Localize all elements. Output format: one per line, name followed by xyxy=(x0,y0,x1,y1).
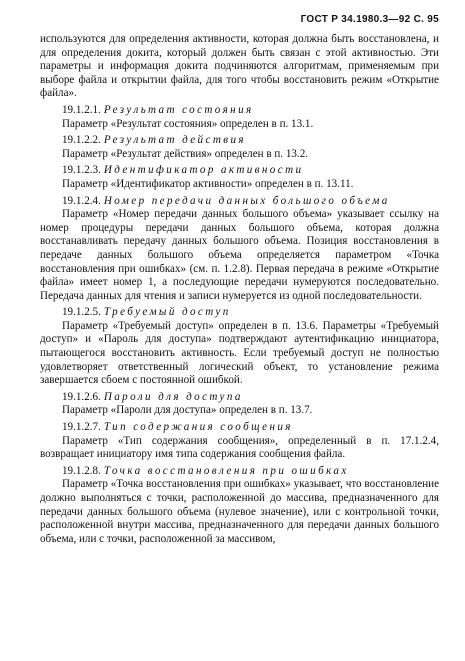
running-header: ГОСТ Р 34.1980.3—92 С. 95 xyxy=(300,14,439,25)
section-paragraph: Параметр «Результат действия» определен в п. 13.2. xyxy=(62,147,309,160)
section-paragraph: Параметр «Результат состояния» определен в п. 13.1. xyxy=(62,117,314,130)
section-19-1-2-7 xyxy=(40,421,439,462)
section-number: 19.1.2.5. xyxy=(62,306,101,319)
section-number: 19.1.2.1. xyxy=(62,103,101,116)
section-title: Точка восстановления при ошибках xyxy=(103,464,349,477)
section-heading xyxy=(40,104,439,118)
section-paragraph: Параметр «Тип содержания сообщения», определенный в п. 17.1.2.4, возвращает инициатору имя типа содержания сообщения файла. xyxy=(40,434,439,461)
section-19-1-2-6 xyxy=(40,391,439,418)
section-19-1-2-1 xyxy=(40,104,439,131)
section-paragraph: Параметр «Идентификатор активности» определен в п. 13.11. xyxy=(62,177,354,190)
section-paragraph: Параметр «Требуемый доступ» определен в п. 13.6. Параметры «Требуемый доступ» и «Пароль для доступа» подтверждают аутентификацию инициатора, пытающегося восстановить активность. Если требуемый доступ не полностью удовлетворяет ответственный логический объект, то установление режима завершается сбоем с постоянной ошибкой. xyxy=(40,319,439,387)
section-title: Тип содержания сообщения xyxy=(103,421,293,434)
section-paragraph: Параметр «Пароли для доступа» определен в п. 13.7. xyxy=(62,404,313,417)
section-heading xyxy=(40,465,439,479)
section-number: 19.1.2.3. xyxy=(62,164,101,177)
section-title: Требуемый доступ xyxy=(103,306,231,319)
section-paragraph: Параметр «Номер передачи данных большого объема» указывает ссылку на номер процедуры передачи данных большого объема, которая должна восстанавливать передачу данных большого объема. Позиция восстановления в передаче данных большого объема определяется параметром «Точка восстановления при ошибках» (см. п. 1.2.8). Первая передача в режиме «Открытие файла» имеет номер 1, а последующие передачи нумеруются последовательно. Передача данных для чтения и записи нумеруется из одной последовательности. xyxy=(40,208,439,302)
section-19-1-2-5 xyxy=(40,306,439,388)
section-paragraph: Параметр «Точка восстановления при ошибках» указывает, что восстановление должно выполняться с точки, расположенной до массива, предназначенного для передачи данных большого объема (нулевое значение), или с контрольной точки, расположенной внутри массива, предназначенного для передачи данных большого объема, или с точки, расположенной за массивом, xyxy=(40,478,439,545)
section-heading xyxy=(40,195,439,209)
section-heading xyxy=(40,421,439,435)
section-number: 19.1.2.2. xyxy=(62,134,101,147)
section-19-1-2-4 xyxy=(40,195,439,304)
section-19-1-2-8 xyxy=(40,465,439,547)
section-title: Пароли для доступа xyxy=(103,390,243,403)
section-heading xyxy=(40,164,439,178)
section-19-1-2-3 xyxy=(40,164,439,191)
section-heading xyxy=(40,306,439,320)
section-heading xyxy=(40,391,439,405)
section-number: 19.1.2.7. xyxy=(62,421,101,434)
section-number: 19.1.2.4. xyxy=(62,194,101,207)
intro-paragraph: используются для определения активности, которая должна быть восстановлена, и для определения докита, который должен быть связан с этой активностью. Эти параметры и информация докита подчиняются алгоритмам, применяемым при выборе файла и открытии файла, для того чтобы восстановить режим «Открытие файла». xyxy=(40,33,439,100)
section-title: Результат состояния xyxy=(103,103,254,116)
section-heading xyxy=(40,134,439,148)
section-title: Результат действия xyxy=(103,134,246,147)
section-19-1-2-2 xyxy=(40,134,439,161)
section-number: 19.1.2.6. xyxy=(62,390,101,403)
section-title: Идентификатор активности xyxy=(103,164,304,177)
section-number: 19.1.2.8. xyxy=(62,464,101,477)
section-title: Номер передачи данных большого объема xyxy=(103,194,390,207)
document-body xyxy=(40,33,439,546)
